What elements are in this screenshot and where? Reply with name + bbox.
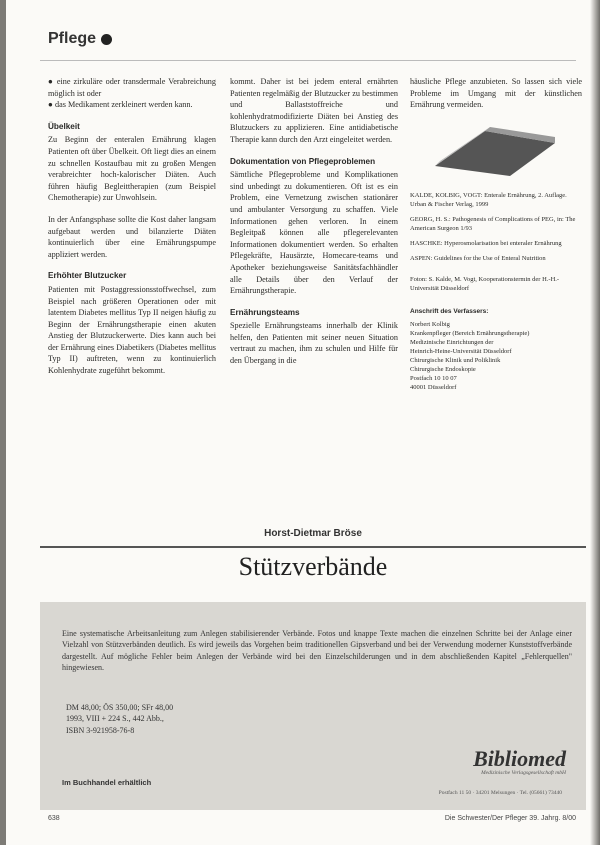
subheading-nutrition-teams: Ernährungsteams	[230, 307, 300, 317]
bullet-dot-icon	[101, 34, 112, 45]
address-line: Heinrich-Heine-Universität Düsseldorf	[410, 347, 512, 355]
paragraph: Spezielle Ernährungsteams innerhalb der Klinik helfen, den Patienten mit seiner neuen Situation vertraut zu machen, ihm zu schulen und Hilfe für den Übergang in die	[230, 321, 398, 366]
reference-item: GEORG, H. S.: Pathogenesis of Complications of PEG, in: The American Surgeon 1/93	[410, 215, 576, 232]
column-1	[48, 76, 216, 387]
header-rule	[40, 60, 576, 61]
subheading-blood-sugar: Erhöhter Blutzucker	[48, 271, 127, 281]
subheading-documentation: Dokumentation von Pflegeproblemen	[230, 156, 376, 166]
book-author: Horst-Dietmar Bröse	[264, 528, 362, 539]
publisher-name: Bibliomed	[473, 746, 566, 771]
section-title: Pflege	[48, 30, 97, 47]
address-line: Chirurgische Endoskopie	[410, 365, 476, 373]
author-address	[410, 307, 582, 392]
publisher-logo	[473, 746, 566, 776]
address-line: Medizinische Einrichtungen der	[410, 338, 494, 346]
book-title: Stützverbände	[238, 552, 388, 581]
address-line: Norbert Kolbig	[410, 320, 450, 328]
publisher-subtitle: Medizinische Verlagsgesellschaft mbH	[481, 770, 566, 776]
page-number: 638	[48, 815, 60, 822]
journal-reference: Die Schwester/Der Pfleger 39. Jahrg. 8/00	[444, 815, 576, 822]
book-description: Eine systematische Arbeitsanleitung zum Anlegen stabilisierender Verbände. Fotos und knappe Texte machen die einzelnen Schritte bei der Anlage einer Vielzahl von Stützverbänden deutlich. Es wird jeweils das Vorgehen beim traditionellen Gipsverband und bei der Verwendung moderner Kunststoffverbände dargestellt. Auf mögliche Fehler beim Anlegen der Verbände wird bei den Einzelschilderungen und in dem abschließenden Kapitel „Fehlerquellen" hingewiesen.	[62, 629, 572, 673]
paragraph: In der Anfangsphase sollte die Kost daher langsam aufgebaut werden und bilanzierte Diäten kontinuierlich über eine Ernährungspumpe appliziert werden.	[48, 214, 216, 259]
book-advertisement	[40, 520, 586, 810]
reference-item: ASPEN: Guidelines for the Use of Enteral Nutrition	[410, 254, 546, 262]
subheading-nausea: Übelkeit	[48, 121, 80, 131]
address-title: Anschrift des Verfassers:	[410, 307, 489, 315]
availability-note: Im Buchhandel erhältlich	[62, 778, 152, 787]
address-line: 40001 Düsseldorf	[410, 383, 457, 391]
reference-item: KALDE, KOLBIG, VOGT: Enterale Ernährung, 2. Auflage. Urban & Fischer Verlag, 1999	[410, 191, 567, 208]
book-price-info	[66, 702, 173, 736]
paragraph: kommt. Daher ist bei jedem enteral ernährten Patienten regelmäßig der Blutzucker zu bestimmen und Ballaststoffreiche und kohlenhydratmodifizierte Diäten bei Anstieg des Blutzuckers zu applizieren. Eine antidiabetische Therapie kann durch den Arzt eingeleitet werden.	[230, 77, 398, 144]
paragraph: Patienten mit Postaggressionsstoffwechsel, zum Beispiel nach größeren Operationen oder mit latentem Diabetes mellitus Typ II neigen häufig zu Beginn der Ernährungstherapie einen akuten Anstieg der Blutzuckerwerte. Dies kann auch bei der Ernährung eines Diabetikers (Diabetes mellitus Typ II) auftreten, wenn zu kontinuierlich Kohlenhydrate zugeführt bekommt.	[48, 284, 216, 376]
section-header	[48, 30, 112, 48]
column-3	[410, 76, 582, 392]
page-footer	[48, 815, 576, 822]
paragraph: Zu Beginn der enteralen Ernährung klagen Patienten oft über Übelkeit. Oft liegt dies an einem zu schnellen Kostaufbau mit zu großen Mengen verabreichter hoch-kalorischer Diäten. Auch führen häufig Begleittherapien (zum Beispiel Chemotherapie) zur Unwohlsein.	[48, 135, 216, 203]
scan-edge-right	[590, 0, 600, 845]
column-2	[230, 76, 398, 377]
paragraph: häusliche Pflege anzubieten. So lassen sich viele Probleme im Umgang mit der künstlichen Ernährung vermeiden.	[410, 77, 582, 110]
address-line: Chirurgische Klinik und Poliklinik	[410, 356, 501, 364]
reference-item: HASCHKE: Hyperosmolarisation bei enteraler Ernährung	[410, 239, 562, 247]
scan-edge-left	[0, 0, 6, 845]
address-line: Postfach 10 10 07	[410, 374, 457, 382]
bandage-illustration	[430, 121, 560, 181]
price-line: 1993, VIII + 224 S., 442 Abb.,	[66, 714, 164, 724]
photo-credit: Foton: S. Kalde, M. Vogt, Kooperationstermin der H.-H.-Universität Düsseldorf	[410, 275, 560, 292]
price-line: DM 48,00; ÖS 350,00; SFr 48,00	[66, 703, 174, 712]
address-line: Krankenpfleger (Bereich Ernährungstherapie)	[410, 329, 530, 337]
bullet-item: ● eine zirkuläre oder transdermale Verabreichung möglich ist oder	[48, 77, 216, 98]
price-line: ISBN 3-921958-76-8	[66, 725, 135, 735]
bullet-item: ● das Medikament zerkleinert werden kann.	[48, 100, 193, 110]
references	[410, 191, 582, 293]
paragraph: Sämtliche Pflegeprobleme und Komplikationen sind unbedingt zu dokumentieren. Oft ist es ein Problem, eine Vernetzung zwischen stationärer und ambulanter Versorgung zu schaffen. Viele Informationen gehen verloren. In einem Begleitpaß können alle pflegerelevanten Informationen dokumentiert werden. So erhalten Pflegekräfte, Hausärzte, Homecare-teams und Apotheker beziehungsweise Sanitätsfachhändler alle Details über den Verlauf der Ernährungstherapie.	[230, 170, 398, 296]
publisher-address: Postfach 11 50 · 34201 Melsungen · Tel. (05661) 73440	[438, 790, 562, 796]
book-rule	[40, 546, 586, 548]
